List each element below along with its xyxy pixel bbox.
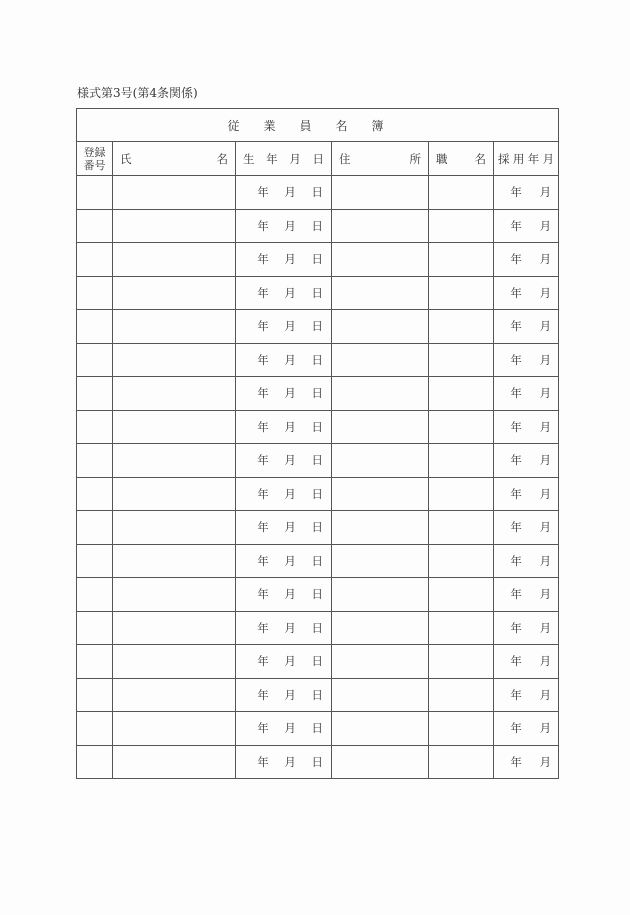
reg-no-cell[interactable] [77,745,113,779]
reg-no-cell[interactable] [77,343,113,377]
hire-date-cell[interactable]: 年 月 [494,209,559,243]
name-cell[interactable] [113,343,236,377]
hire-date-cell[interactable]: 年 月 [494,611,559,645]
position-cell[interactable] [429,678,494,712]
address-cell[interactable] [332,511,429,545]
table-row [77,712,559,746]
birth-date-cell[interactable]: 年 月 日 [236,578,332,612]
position-cell[interactable] [429,444,494,478]
reg-no-cell[interactable] [77,712,113,746]
table-row [77,276,559,310]
address-cell[interactable] [332,678,429,712]
address-cell[interactable] [332,444,429,478]
name-cell[interactable] [113,209,236,243]
reg-no-cell[interactable] [77,377,113,411]
header-name: 氏 名 [113,142,236,176]
table-row [77,511,559,545]
hire-date-cell[interactable]: 年 月 [494,410,559,444]
address-cell[interactable] [332,611,429,645]
position-cell[interactable] [429,477,494,511]
form-label: 様式第3号(第4条関係) [77,86,198,100]
birth-date-cell[interactable]: 年 月 日 [236,209,332,243]
table-row [77,410,559,444]
address-cell[interactable] [332,276,429,310]
name-cell[interactable] [113,645,236,679]
birth-date-cell[interactable]: 年 月 日 [236,477,332,511]
hire-date-cell[interactable]: 年 月 [494,477,559,511]
table-row [77,444,559,478]
table-row [77,243,559,277]
address-cell[interactable] [332,209,429,243]
birth-date-cell[interactable]: 年 月 日 [236,310,332,344]
position-cell[interactable] [429,745,494,779]
table-row [77,645,559,679]
table-row [77,611,559,645]
address-cell[interactable] [332,578,429,612]
header-address: 住 所 [332,142,429,176]
header-birth: 生 年 月 日 [236,142,332,176]
position-cell[interactable] [429,410,494,444]
address-cell[interactable] [332,243,429,277]
name-cell[interactable] [113,176,236,210]
reg-no-cell[interactable] [77,645,113,679]
name-cell[interactable] [113,410,236,444]
reg-no-cell[interactable] [77,243,113,277]
hire-date-cell[interactable]: 年 月 [494,176,559,210]
birth-date-cell[interactable]: 年 月 日 [236,712,332,746]
table-title: 従業員名簿 [77,109,559,142]
position-cell[interactable] [429,578,494,612]
position-cell[interactable] [429,645,494,679]
hire-date-cell[interactable]: 年 月 [494,276,559,310]
birth-date-cell[interactable]: 年 月 日 [236,544,332,578]
name-cell[interactable] [113,377,236,411]
address-cell[interactable] [332,343,429,377]
hire-date-cell[interactable]: 年 月 [494,377,559,411]
header-hire-date: 採 用 年 月 [494,142,559,176]
address-cell[interactable] [332,645,429,679]
name-cell[interactable] [113,678,236,712]
reg-no-cell[interactable] [77,209,113,243]
hire-date-cell[interactable]: 年 月 [494,745,559,779]
position-cell[interactable] [429,712,494,746]
position-cell[interactable] [429,377,494,411]
reg-no-cell[interactable] [77,176,113,210]
hire-date-cell[interactable]: 年 月 [494,444,559,478]
table-row [77,377,559,411]
reg-no-cell[interactable] [77,678,113,712]
hire-date-cell[interactable]: 年 月 [494,243,559,277]
position-cell[interactable] [429,243,494,277]
reg-no-cell[interactable] [77,611,113,645]
reg-no-cell[interactable] [77,511,113,545]
reg-no-cell[interactable] [77,310,113,344]
table-row [77,544,559,578]
table-row [77,209,559,243]
position-cell[interactable] [429,209,494,243]
hire-date-cell[interactable]: 年 月 [494,310,559,344]
address-cell[interactable] [332,410,429,444]
birth-date-cell[interactable]: 年 月 日 [236,745,332,779]
hire-date-cell[interactable]: 年 月 [494,712,559,746]
birth-date-cell[interactable]: 年 月 日 [236,377,332,411]
position-cell[interactable] [429,176,494,210]
name-cell[interactable] [113,444,236,478]
address-cell[interactable] [332,377,429,411]
hire-date-cell[interactable]: 年 月 [494,578,559,612]
position-cell[interactable] [429,544,494,578]
name-cell[interactable] [113,745,236,779]
name-cell[interactable] [113,276,236,310]
address-cell[interactable] [332,544,429,578]
reg-no-cell[interactable] [77,578,113,612]
employee-register-table [76,108,559,779]
name-cell[interactable] [113,611,236,645]
reg-no-cell[interactable] [77,477,113,511]
header-position: 職 名 [429,142,494,176]
table-row [77,477,559,511]
name-cell[interactable] [113,544,236,578]
address-cell[interactable] [332,745,429,779]
reg-no-cell[interactable] [77,544,113,578]
address-cell[interactable] [332,712,429,746]
table-row [77,745,559,779]
name-cell[interactable] [113,511,236,545]
address-cell[interactable] [332,310,429,344]
reg-no-cell[interactable] [77,276,113,310]
address-cell[interactable] [332,477,429,511]
hire-date-cell[interactable]: 年 月 [494,544,559,578]
name-cell[interactable] [113,477,236,511]
birth-date-cell[interactable]: 年 月 日 [236,511,332,545]
hire-date-cell[interactable]: 年 月 [494,343,559,377]
name-cell[interactable] [113,578,236,612]
birth-date-cell[interactable]: 年 月 日 [236,645,332,679]
name-cell[interactable] [113,243,236,277]
position-cell[interactable] [429,511,494,545]
hire-date-cell[interactable]: 年 月 [494,511,559,545]
table-row [77,578,559,612]
position-cell[interactable] [429,310,494,344]
birth-date-cell[interactable]: 年 月 日 [236,444,332,478]
birth-date-cell[interactable]: 年 月 日 [236,243,332,277]
table-row [77,176,559,210]
birth-date-cell[interactable]: 年 月 日 [236,343,332,377]
table-row [77,343,559,377]
name-cell[interactable] [113,712,236,746]
birth-date-cell[interactable]: 年 月 日 [236,611,332,645]
birth-date-cell[interactable]: 年 月 日 [236,678,332,712]
hire-date-cell[interactable]: 年 月 [494,678,559,712]
birth-date-cell[interactable]: 年 月 日 [236,276,332,310]
address-cell[interactable] [332,176,429,210]
reg-no-cell[interactable] [77,410,113,444]
position-cell[interactable] [429,276,494,310]
table-row [77,310,559,344]
header-row [77,142,559,176]
birth-date-cell[interactable]: 年 月 日 [236,176,332,210]
name-cell[interactable] [113,310,236,344]
header-reg-no: 登録 番号 [77,142,113,176]
position-cell[interactable] [429,611,494,645]
hire-date-cell[interactable]: 年 月 [494,645,559,679]
birth-date-cell[interactable]: 年 月 日 [236,410,332,444]
table-row [77,678,559,712]
reg-no-cell[interactable] [77,444,113,478]
position-cell[interactable] [429,343,494,377]
